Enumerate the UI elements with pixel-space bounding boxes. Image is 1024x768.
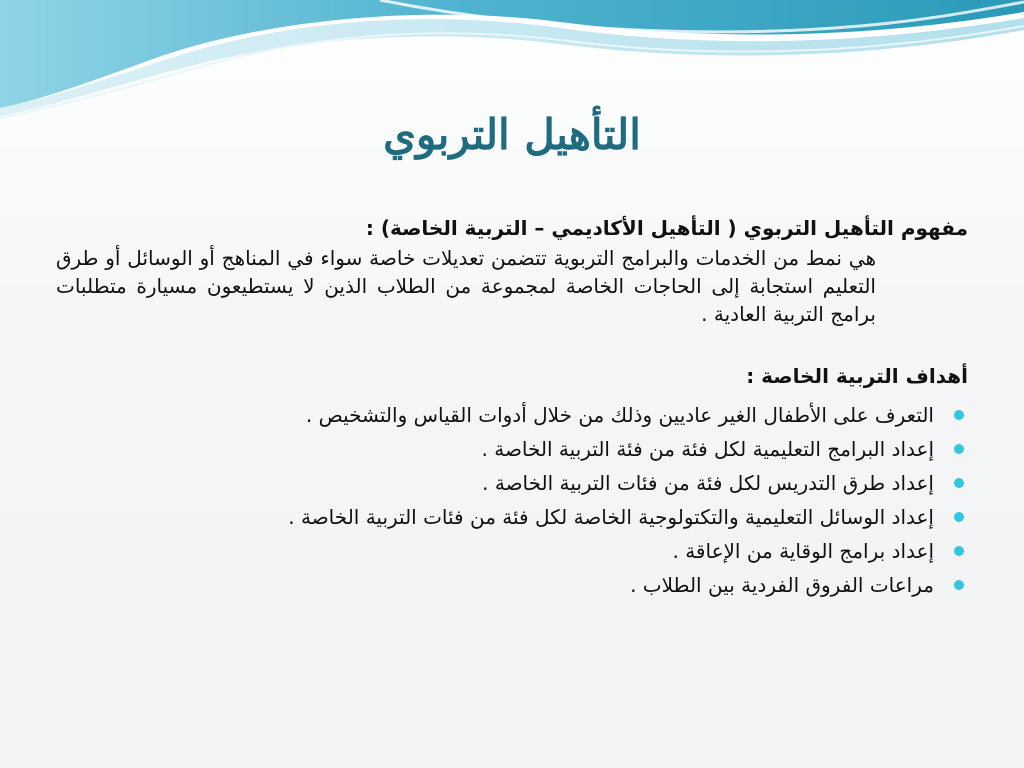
goal-item [56,500,968,534]
bullet-dot-icon [954,410,964,420]
slide-title: التأهيل التربوي [383,110,641,159]
goal-item [56,466,968,500]
goal-text: إعداد طرق التدريس لكل فئة من فئات التربية الخاصة . [482,471,934,495]
bullet-dot-icon [954,444,964,454]
goal-item [56,398,968,432]
goal-item [56,432,968,466]
goal-item [56,568,968,602]
goal-text: إعداد برامج الوقاية من الإعاقة . [672,539,934,563]
goal-text: إعداد البرامج التعليمية لكل فئة من فئة التربية الخاصة . [481,437,934,461]
bullet-dot-icon [954,478,964,488]
goal-item [56,534,968,568]
goal-text: مراعات الفروق الفردية بين الطلاب . [630,573,934,597]
definition-text: هي نمط من الخدمات والبرامج التربوية تتضمن تعديلات خاصة سواء في المناهج أو الوسائل أو طرق التعليم استجابة إلى الحاجات الخاصة لمجموعة من الطلاب الذين لا يستطيعون مسيارة متطلبات برامج التربية العادية . [56,246,876,326]
bullet-dot-icon [954,546,964,556]
slide-content [56,212,968,602]
goals-list [56,398,968,602]
bullet-dot-icon [954,580,964,590]
definition-heading: مفهوم التأهيل التربوي ( التأهيل الأكاديمي – التربية الخاصة) : [365,216,968,240]
goals-heading: أهداف التربية الخاصة : [746,364,968,388]
goal-text: إعداد الوسائل التعليمية والتكتولوجية الخاصة لكل فئة من فئات التربية الخاصة . [288,505,934,529]
bullet-dot-icon [954,512,964,522]
goal-text: التعرف على الأطفال الغير عاديين وذلك من خلال أدوات القياس والتشخيص . [305,403,934,427]
